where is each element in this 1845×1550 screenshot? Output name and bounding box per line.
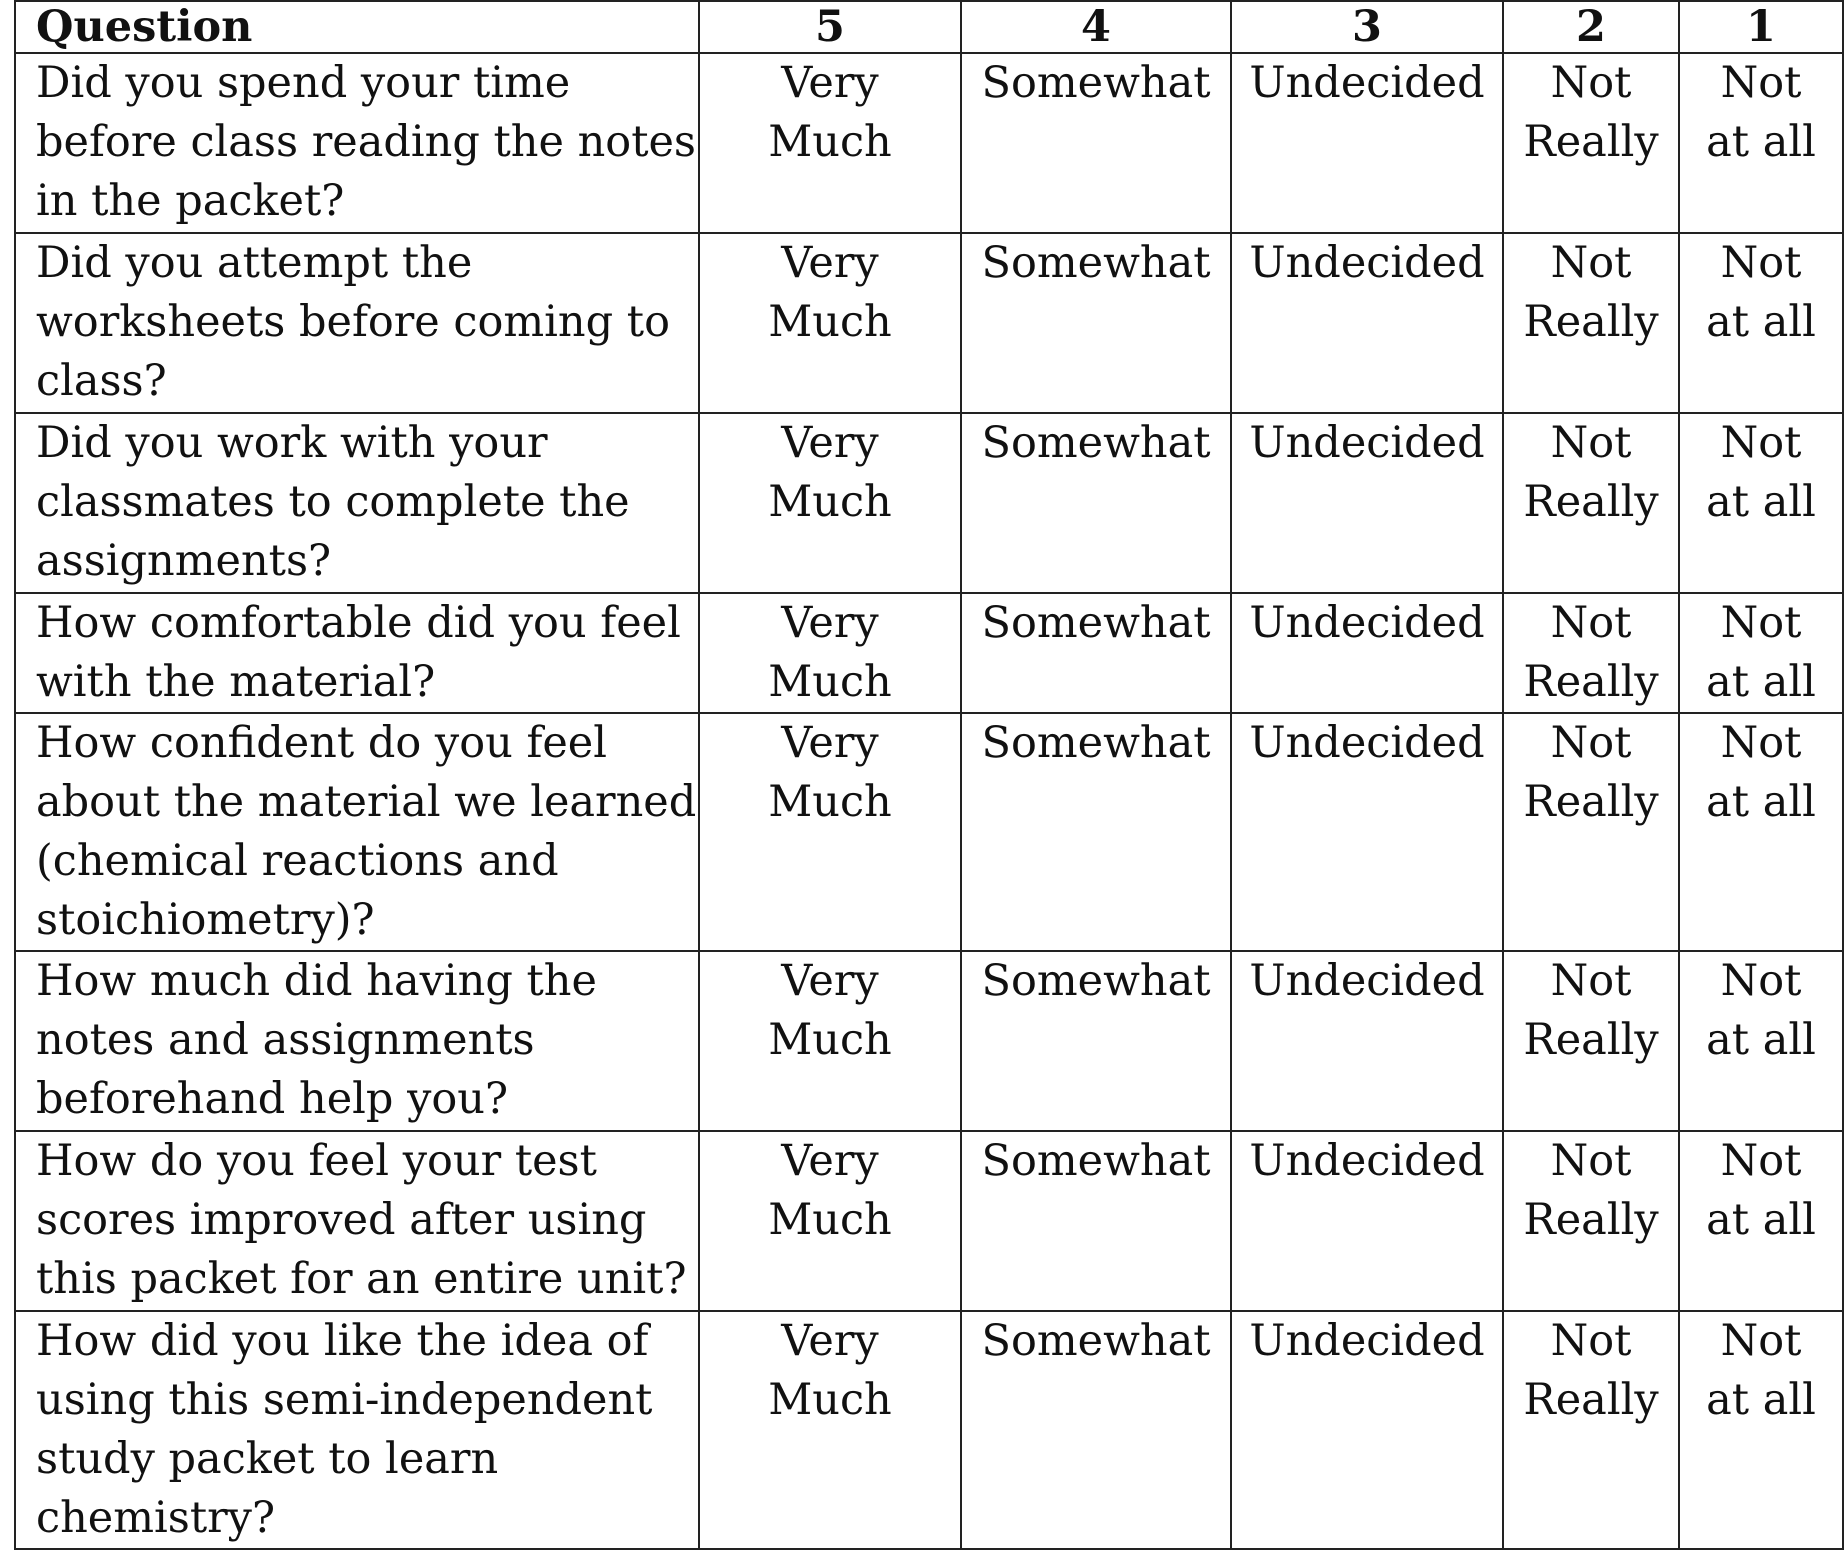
option-not-at-all-line: at all [1706, 1375, 1816, 1425]
option-undecided [1231, 413, 1503, 593]
table-row [15, 233, 1843, 413]
column-header-5: 5 [699, 1, 961, 53]
survey-table [14, 0, 1844, 1550]
option-very-much [699, 413, 961, 593]
option-not-really-line: Not [1550, 1316, 1632, 1366]
option-not-really [1503, 593, 1679, 713]
header-row [15, 1, 1843, 53]
option-not-at-all [1679, 1311, 1843, 1549]
option-not-really [1503, 233, 1679, 413]
option-very-much [699, 1131, 961, 1311]
option-not-at-all-line: at all [1706, 777, 1816, 827]
option-not-at-all-line: at all [1706, 1015, 1816, 1065]
option-not-at-all-line: Not [1720, 418, 1802, 468]
option-not-really-line: Really [1523, 657, 1659, 707]
option-very-much-line: Very [781, 418, 879, 468]
question-cell [15, 951, 699, 1131]
option-undecided [1231, 1131, 1503, 1311]
option-undecided-label: Undecided [1249, 718, 1485, 768]
option-not-at-all [1679, 1131, 1843, 1311]
option-very-much-line: Much [768, 117, 892, 167]
option-not-really [1503, 413, 1679, 593]
option-undecided [1231, 53, 1503, 233]
option-not-really-line: Not [1550, 418, 1632, 468]
option-very-much-line: Much [768, 777, 892, 827]
option-somewhat-label: Somewhat [981, 1316, 1211, 1366]
option-somewhat-label: Somewhat [981, 956, 1211, 1006]
option-not-really-line: Really [1523, 1015, 1659, 1065]
option-not-really [1503, 1311, 1679, 1549]
option-not-really-line: Not [1550, 238, 1632, 288]
option-very-much-line: Much [768, 477, 892, 527]
option-not-at-all-line: at all [1706, 297, 1816, 347]
option-very-much-line: Much [768, 297, 892, 347]
question-text: How much did having the notes and assignments beforehand help you? [36, 956, 597, 1124]
option-undecided [1231, 593, 1503, 713]
option-undecided-label: Undecided [1249, 1136, 1485, 1186]
table-row [15, 1131, 1843, 1311]
question-cell [15, 713, 699, 951]
option-not-really-line: Really [1523, 777, 1659, 827]
option-very-much [699, 951, 961, 1131]
table-row [15, 713, 1843, 951]
question-text: How comfortable did you feel with the material? [36, 598, 681, 707]
option-somewhat-label: Somewhat [981, 718, 1211, 768]
option-undecided-label: Undecided [1249, 1316, 1485, 1366]
option-not-really-line: Not [1550, 956, 1632, 1006]
table-row [15, 53, 1843, 233]
option-very-much-line: Very [781, 718, 879, 768]
option-somewhat-label: Somewhat [981, 598, 1211, 648]
question-text: How confident do you feel about the material we learned (chemical reactions and stoichiometry)? [36, 718, 697, 945]
option-not-at-all-line: Not [1720, 238, 1802, 288]
question-cell [15, 53, 699, 233]
option-very-much [699, 593, 961, 713]
option-not-really [1503, 1131, 1679, 1311]
option-very-much-line: Very [781, 956, 879, 1006]
option-not-at-all [1679, 593, 1843, 713]
option-somewhat [961, 951, 1231, 1131]
question-text: Did you attempt the worksheets before coming to class? [36, 238, 670, 406]
option-somewhat [961, 413, 1231, 593]
option-not-at-all [1679, 413, 1843, 593]
option-not-at-all-line: Not [1720, 58, 1802, 108]
column-header-2: 2 [1503, 1, 1679, 53]
option-undecided [1231, 233, 1503, 413]
option-undecided-label: Undecided [1249, 238, 1485, 288]
table-row [15, 1311, 1843, 1549]
table-row [15, 951, 1843, 1131]
option-not-really-line: Not [1550, 58, 1632, 108]
option-somewhat [961, 233, 1231, 413]
option-not-at-all-line: at all [1706, 657, 1816, 707]
column-header-4: 4 [961, 1, 1231, 53]
option-very-much [699, 713, 961, 951]
option-undecided-label: Undecided [1249, 598, 1485, 648]
option-very-much [699, 53, 961, 233]
option-not-really-line: Really [1523, 297, 1659, 347]
option-not-at-all [1679, 53, 1843, 233]
option-not-really [1503, 951, 1679, 1131]
option-undecided [1231, 951, 1503, 1131]
option-very-much [699, 233, 961, 413]
column-header-1: 1 [1679, 1, 1843, 53]
option-very-much-line: Very [781, 598, 879, 648]
option-not-really-line: Really [1523, 117, 1659, 167]
option-not-really-line: Really [1523, 1375, 1659, 1425]
question-text: How do you feel your test scores improved after using this packet for an entire unit? [36, 1136, 687, 1304]
option-very-much-line: Much [768, 657, 892, 707]
option-undecided [1231, 713, 1503, 951]
option-very-much-line: Much [768, 1375, 892, 1425]
option-not-really-line: Not [1550, 718, 1632, 768]
option-not-at-all-line: Not [1720, 1136, 1802, 1186]
option-somewhat-label: Somewhat [981, 1136, 1211, 1186]
option-very-much-line: Much [768, 1195, 892, 1245]
option-very-much-line: Very [781, 1136, 879, 1186]
option-somewhat [961, 53, 1231, 233]
question-cell [15, 233, 699, 413]
option-very-much-line: Very [781, 58, 879, 108]
option-not-at-all-line: Not [1720, 598, 1802, 648]
question-text: Did you spend your time before class reading the notes in the packet? [36, 58, 696, 226]
option-not-at-all-line: Not [1720, 718, 1802, 768]
option-not-really [1503, 713, 1679, 951]
option-somewhat [961, 1311, 1231, 1549]
option-not-really [1503, 53, 1679, 233]
question-cell [15, 1311, 699, 1549]
option-not-really-line: Really [1523, 1195, 1659, 1245]
option-not-really-line: Really [1523, 477, 1659, 527]
question-cell [15, 1131, 699, 1311]
option-not-at-all [1679, 713, 1843, 951]
option-undecided-label: Undecided [1249, 58, 1485, 108]
option-somewhat-label: Somewhat [981, 58, 1211, 108]
question-cell [15, 593, 699, 713]
option-not-at-all-line: Not [1720, 956, 1802, 1006]
option-not-really-line: Not [1550, 598, 1632, 648]
table-row [15, 413, 1843, 593]
option-somewhat-label: Somewhat [981, 238, 1211, 288]
option-not-at-all-line: Not [1720, 1316, 1802, 1366]
table-row [15, 593, 1843, 713]
option-undecided [1231, 1311, 1503, 1549]
question-cell [15, 413, 699, 593]
option-very-much-line: Very [781, 238, 879, 288]
option-very-much [699, 1311, 961, 1549]
question-text: Did you work with your classmates to complete the assignments? [36, 418, 630, 586]
column-header-3: 3 [1231, 1, 1503, 53]
option-very-much-line: Much [768, 1015, 892, 1065]
option-somewhat [961, 1131, 1231, 1311]
survey-body [15, 53, 1843, 1549]
option-undecided-label: Undecided [1249, 956, 1485, 1006]
option-not-at-all-line: at all [1706, 477, 1816, 527]
option-undecided-label: Undecided [1249, 418, 1485, 468]
option-not-at-all-line: at all [1706, 117, 1816, 167]
question-text: How did you like the idea of using this semi-independent study packet to learn chemistry? [36, 1316, 653, 1543]
option-very-much-line: Very [781, 1316, 879, 1366]
column-header-question: Question [15, 1, 699, 53]
option-not-at-all [1679, 951, 1843, 1131]
option-somewhat [961, 713, 1231, 951]
option-not-really-line: Not [1550, 1136, 1632, 1186]
option-somewhat [961, 593, 1231, 713]
option-not-at-all [1679, 233, 1843, 413]
option-not-at-all-line: at all [1706, 1195, 1816, 1245]
option-somewhat-label: Somewhat [981, 418, 1211, 468]
